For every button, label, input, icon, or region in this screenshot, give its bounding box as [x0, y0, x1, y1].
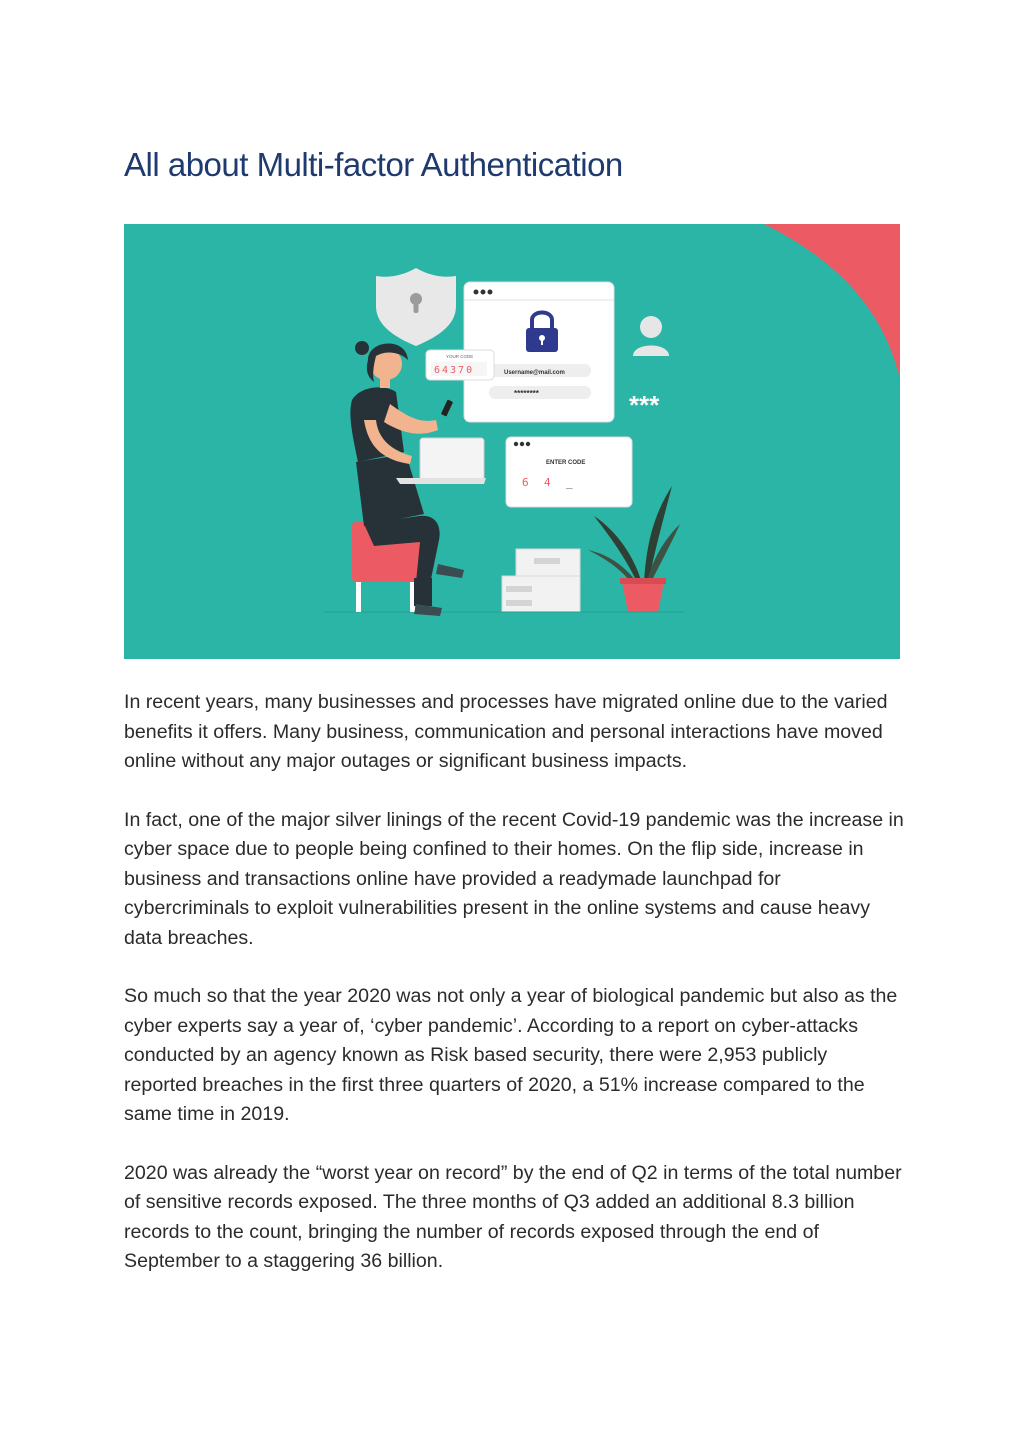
code-digit-2: 4: [544, 476, 551, 489]
enter-code-window: [506, 437, 632, 507]
phone-code: 64370: [434, 365, 475, 376]
enter-code-label: ENTER CODE: [546, 460, 586, 466]
page-title: All about Multi-factor Authentication: [124, 146, 623, 183]
password-field: ********: [514, 389, 539, 398]
username-field: Username@mail.com: [504, 370, 565, 376]
phone-code-popup: [426, 350, 494, 380]
asterisks-icon: ***: [629, 390, 660, 420]
code-digit-3: _: [566, 476, 573, 489]
code-digit-1: 6: [522, 476, 529, 489]
mfa-illustration: [124, 224, 900, 659]
paragraph-3: So much so that the year 2020 was not only a year of biological pandemic but also as the cyber experts say a year of, ‘cyber pandemic’. According to a report on cyber-attacks conducted by an agency known as Risk based security, there were 2,953 publicly reported breaches in the first three quarters of 2020, a 51% increase compared to the same time in 2019.: [124, 985, 898, 1125]
paragraph-4: 2020 was already the “worst year on record” by the end of Q2 in terms of the total number of sensitive records exposed. The three months of Q3 added an additional 8.3 billion records to the count, bringing the number of records exposed through the end of September to a staggering 36 billion.: [124, 1161, 902, 1272]
paragraph-1: In recent years, many businesses and processes have migrated online due to the varied benefits it offers. Many business, communication and personal interactions have moved online without any major outages or significant business impacts.: [124, 691, 888, 772]
paragraph-2: In fact, one of the major silver linings of the recent Covid-19 pandemic was the increase in cyber space due to people being confined to their homes. On the flip side, increase in business and transactions online have provided a readymade launchpad for cybercriminals to exploit vulnerabilities present in the online systems and cause heavy data breaches.: [124, 808, 904, 949]
your-code-label: YOUR CODE: [446, 354, 474, 359]
article-body: [124, 688, 904, 1306]
